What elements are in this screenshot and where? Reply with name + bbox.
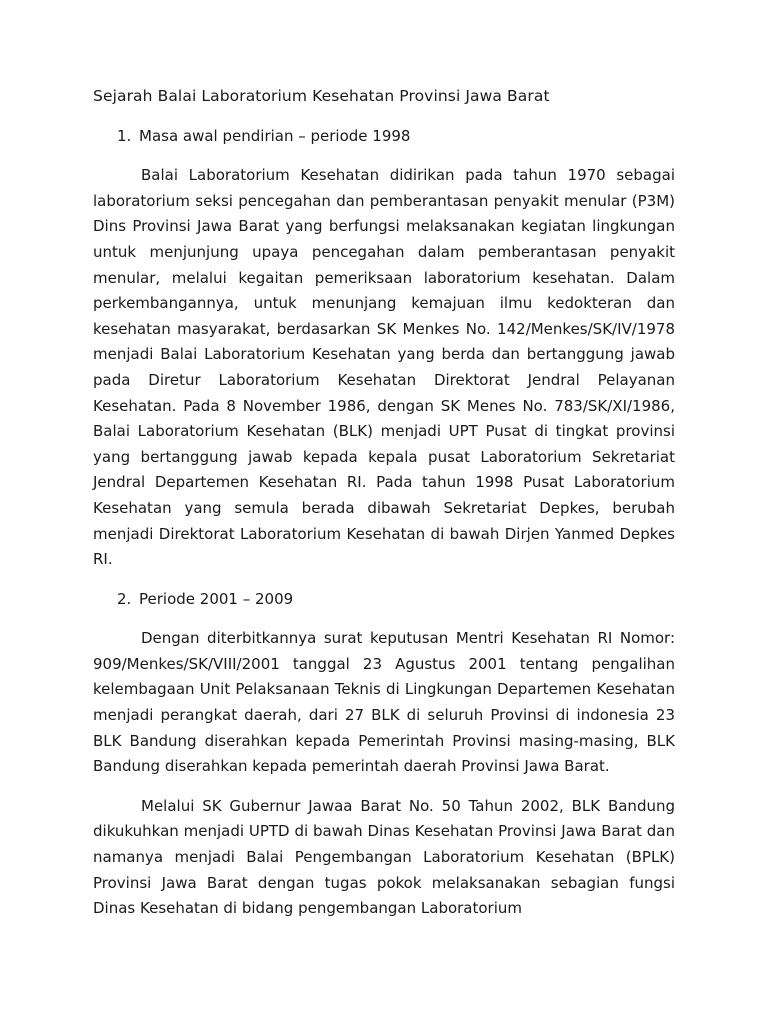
section-heading-1 <box>93 124 675 150</box>
section-number: 2. <box>117 589 132 608</box>
section-heading-text: Periode 2001 – 2009 <box>139 589 294 608</box>
document-body <box>93 84 675 936</box>
paragraph: Melalui SK Gubernur Jawaa Barat No. 50 Tahun 2002, BLK Bandung dikukuhkan menjadi UPTD di bawah Dinas Kesehatan Provinsi Jawa Barat dan namanya menjadi Balai Pengembangan Laboratorium Kesehatan (BPLK) Provinsi Jawa Barat dengan tugas pokok melaksanakan sebagian fungsi Dinas Kesehatan di bidang pengembangan Laboratorium <box>93 796 675 918</box>
section-heading-2 <box>93 587 675 613</box>
document-title: Sejarah Balai Laboratorium Kesehatan Provinsi Jawa Barat <box>93 87 550 105</box>
section-heading-text: Masa awal pendirian – periode 1998 <box>139 126 411 145</box>
section-number: 1. <box>117 126 132 145</box>
paragraph: Balai Laboratorium Kesehatan didirikan pada tahun 1970 sebagai laboratorium seksi pencegahan dan pemberantasan penyakit menular (P3M) Dins Provinsi Jawa Barat yang berfungsi melaksanakan kegiatan lingkungan untuk menjunjung upaya pencegahan dalam pemberantasan penyakit menular, melalui kegaitan pemeriksaan laboratorium kesehatan. Dalam perkembangannya, untuk menunjang kemajuan ilmu kedokteran dan kesehatan masyarakat, berdasarkan SK Menkes No. 142/Menkes/SK/IV/1978 menjadi Balai Laboratorium Kesehatan yang berda dan bertanggung jawab pada Diretur Laboratorium Kesehatan Direktorat Jendral Pelayanan Kesehatan. Pada 8 November 1986, dengan SK Menes No. 783/SK/XI/1986, Balai Laboratorium Kesehatan (BLK) menjadi UPT Pusat di tingkat provinsi yang bertanggung jawab kepada kepala pusat Laboratorium Sekretariat Jendral Departemen Kesehatan RI. Pada tahun 1998 Pusat Laboratorium Kesehatan yang semula berada dibawah Sekretariat Depkes, berubah menjadi Direktorat Laboratorium Kesehatan di bawah Dirjen Yanmed Depkes RI. <box>93 166 675 569</box>
paragraph: Dengan diterbitkannya surat keputusan Mentri Kesehatan RI Nomor: 909/Menkes/SK/VIII/2001 tanggal 23 Agustus 2001 tentang pengalihan kelembagaan Unit Pelaksanaan Teknis di Lingkungan Departemen Kesehatan menjadi perangkat daerah, dari 27 BLK di seluruh Provinsi di indonesia 23 BLK Bandung diserahkan kepada Pemerintah Provinsi masing-masing, BLK Bandung diserahkan kepada pemerintah daerah Provinsi Jawa Barat. <box>93 629 675 776</box>
